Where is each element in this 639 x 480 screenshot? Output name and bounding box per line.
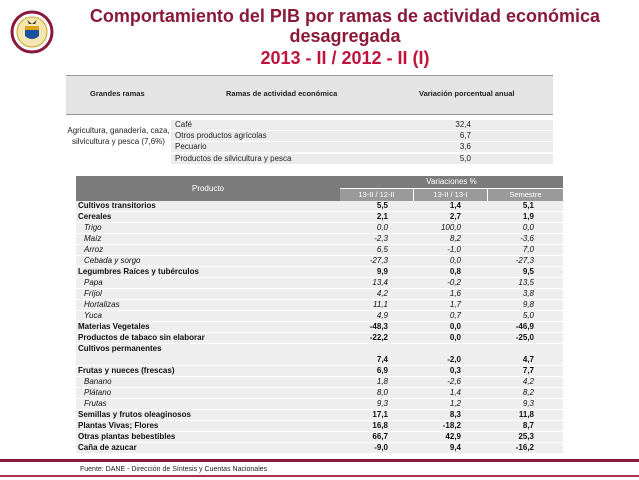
row-value-v1: -22,2 [369,333,388,342]
table-row [76,399,563,410]
table2-rows [76,201,563,454]
table1-row-name: Café [175,120,192,129]
table2-subheader: 13-II / 13-I [414,189,487,201]
row-value-v3: 7,0 [522,245,534,254]
table-row [76,256,563,267]
page-subtitle-period: 2013 - II / 2012 - II (I) [260,48,430,68]
row-value-v2: 1,6 [449,289,461,298]
row-value-v2: 1,2 [449,399,461,408]
table1-row [171,142,553,153]
row-value-v1: 7,4 [376,355,388,364]
row-value-v3: -46,9 [515,322,534,331]
source-note: Fuente: DANE - Dirección de Síntesis y Cuentas Nacionales [80,466,268,473]
row-product-name: Materias Vegetales [78,322,150,331]
table-row [76,366,563,377]
row-value-v2: 2,7 [449,212,461,221]
row-value-v3: 25,3 [518,432,534,441]
row-value-v3: 8,7 [522,421,534,430]
row-value-v1: 11,1 [373,300,388,309]
row-value-v1: 9,3 [376,399,388,408]
table2-header [76,176,563,201]
row-value-v2: -0,2 [447,278,461,287]
table2-subheader: 13-II / 12-II [340,189,413,201]
table1-row-name: Pecuario [175,142,207,151]
row-value-v1: 9,9 [376,267,388,276]
table-row [76,311,563,322]
table-row [76,333,563,344]
row-product-name: Caña de azucar [78,443,137,452]
table2-subheader: Semestre [488,189,563,201]
row-product-name: Cebada y sorgo [84,256,141,265]
row-value-v2: 8,3 [449,410,461,419]
table1-row-value: 5,0 [459,154,471,163]
row-product-name: Arroz [84,245,104,254]
row-value-v2: 1,4 [449,388,461,397]
table1-row [171,120,553,131]
row-value-v1: 6,5 [376,245,388,254]
table-row [76,300,563,311]
table-row [76,201,563,212]
row-value-v1: 2,1 [376,212,388,221]
table-row [76,212,563,223]
table1-header [66,75,553,115]
row-value-v2: -1,0 [447,245,461,254]
table1-row-value: 32,4 [455,120,471,129]
row-value-v1: -48,3 [369,322,388,331]
row-product-name: Cultivos transitorios [78,201,156,210]
row-value-v3: 13,5 [518,278,534,287]
table-row [76,344,563,366]
row-product-name: Trigo [84,223,102,232]
table1-header-col3: Variación porcentual anual [419,89,515,98]
row-value-v3: 0,0 [522,223,534,232]
table1-row-value: 3,6 [459,142,471,151]
row-value-v1: 17,1 [372,410,388,419]
table-row [76,223,563,234]
row-product-name: Banano [84,377,112,386]
table1-row-name: Productos de silvicultura y pesca [175,154,292,163]
page-title: Comportamiento del PIB por ramas de actividad económica desagregada [89,6,601,46]
table-row [76,322,563,333]
table1-body [66,118,553,168]
row-value-v1: -9,0 [374,443,388,452]
row-value-v2: -2,6 [447,377,461,386]
row-product-name: Plátano [84,388,112,397]
table-row [76,245,563,256]
row-value-v2: 0,0 [449,333,461,342]
table1-row [171,131,553,142]
row-value-v2: 9,4 [449,443,461,452]
table-row [76,421,563,432]
row-value-v2: 0,8 [449,267,461,276]
row-value-v2: 1,7 [449,300,461,309]
row-value-v3: 8,2 [522,388,534,397]
row-value-v2: 42,9 [445,432,461,441]
colombia-coat-of-arms-icon [10,10,54,54]
row-value-v3: 9,8 [522,300,534,309]
row-product-name: Fríjol [84,289,102,298]
row-value-v3: 4,2 [522,377,534,386]
row-value-v2: 0,0 [449,322,461,331]
row-value-v3: 4,7 [522,355,534,364]
row-product-name: Cereales [78,212,112,221]
table-row [76,443,563,454]
table1-row-value: 6,7 [459,131,471,140]
table1-group-label: Agricultura, ganadería, caza, silvicultura y pesca (7,6%) [67,126,170,146]
row-value-v1: -2,3 [374,234,388,243]
row-value-v3: -27,3 [515,256,534,265]
row-product-name: Maíz [84,234,102,243]
table1-row-name: Otros productos agrícolas [175,131,267,140]
row-value-v1: 4,2 [376,289,388,298]
row-value-v1: 13,4 [372,278,388,287]
row-value-v3: -25,0 [515,333,534,342]
row-value-v2: 1,4 [449,201,461,210]
table-row [76,432,563,443]
footer-divider [0,459,639,462]
row-value-v2: -2,0 [447,355,461,364]
row-product-name: Legumbres Raíces y tubérculos [78,267,199,276]
row-value-v3: 11,8 [518,410,534,419]
row-value-v1: 0,0 [376,223,388,232]
table-row [76,234,563,245]
row-value-v2: -18,2 [442,421,461,430]
row-value-v3: 9,5 [522,267,534,276]
table-row [76,267,563,278]
row-value-v3: 3,8 [522,289,534,298]
row-value-v3: 5,1 [522,201,534,210]
row-product-name: Otras plantas bebestibles [78,432,176,441]
row-value-v3: 7,7 [522,366,534,375]
row-product-name: Frutas [84,399,107,408]
row-value-v2: 8,2 [449,234,461,243]
row-value-v2: 0,3 [449,366,461,375]
table-row [76,377,563,388]
row-product-name: Papa [84,278,103,287]
table-row [76,388,563,399]
row-value-v3: 5,0 [522,311,534,320]
row-value-v2: 0,0 [449,256,461,265]
row-value-v1: 4,9 [376,311,388,320]
row-product-name: Productos de tabaco sin elaborar [78,333,205,342]
table1-header-col1: Grandes ramas [90,89,145,98]
row-value-v1: -27,3 [369,256,388,265]
row-value-v1: 66,7 [372,432,388,441]
row-value-v2: 100,0 [440,223,461,232]
row-product-name: Plantas Vivas; Flores [78,421,159,430]
table-row [76,278,563,289]
row-value-v1: 1,8 [376,377,388,386]
table2-header-variations: Variaciones % [340,176,563,188]
table-row [76,289,563,300]
row-product-name: Cultivos permanentes [78,344,162,353]
row-value-v3: -16,2 [515,443,534,452]
bottom-divider [0,475,639,477]
row-value-v1: 16,8 [372,421,388,430]
row-value-v2: 0,7 [449,311,461,320]
table1-row [171,154,553,165]
table-row [76,410,563,421]
row-value-v1: 5,5 [376,201,388,210]
row-product-name: Yuca [84,311,102,320]
table2-header-product: Producto [76,176,340,201]
row-value-v1: 8,0 [376,388,388,397]
row-value-v1: 6,9 [376,366,388,375]
row-product-name: Semillas y frutos oleaginosos [78,410,191,419]
row-product-name: Frutas y nueces (frescas) [78,366,175,375]
row-value-v3: 9,3 [522,399,534,408]
row-value-v3: -3,6 [520,234,534,243]
table1-header-col2: Ramas de actividad económica [226,89,338,98]
row-value-v3: 1,9 [522,212,534,221]
row-product-name: Hortalizas [84,300,120,309]
table2 [76,176,563,454]
